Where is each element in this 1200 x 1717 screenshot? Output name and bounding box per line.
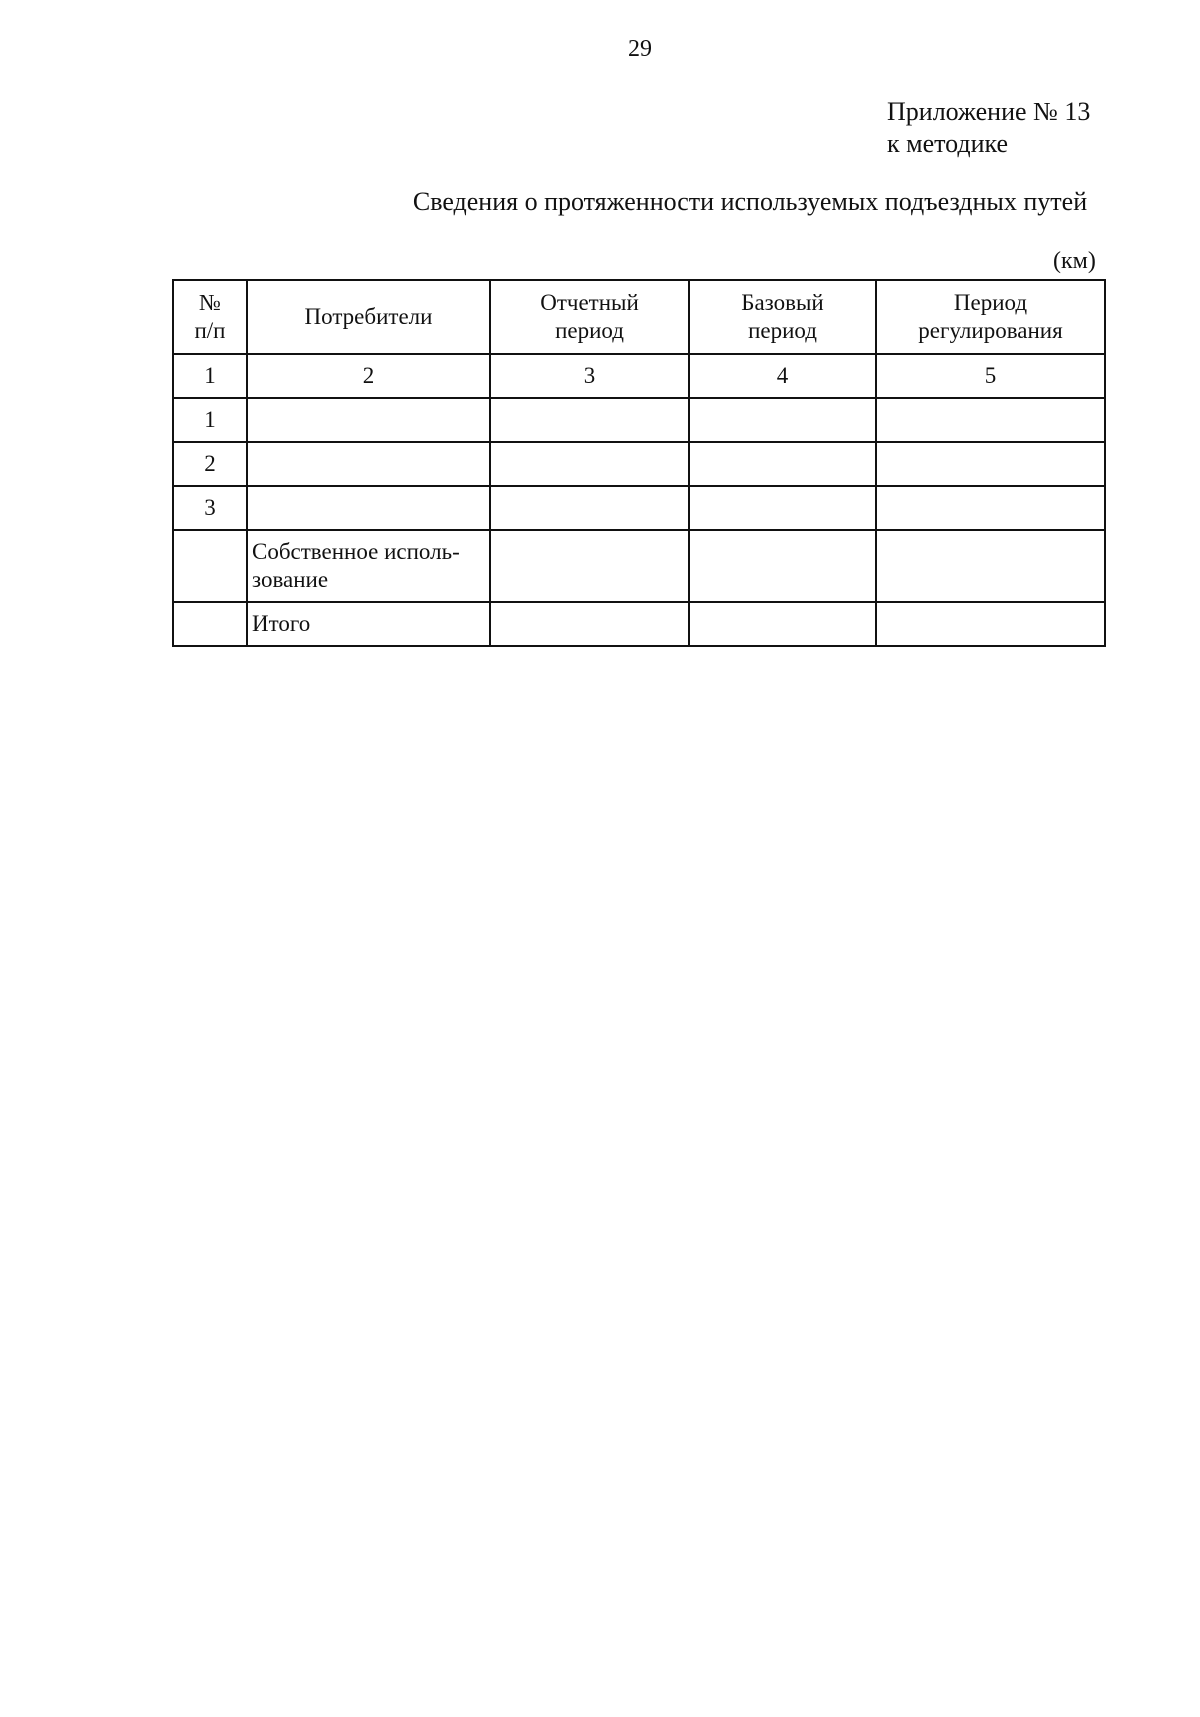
row-number [173, 530, 247, 602]
appendix-line-2: к методике [887, 129, 1009, 158]
regulation-period-cell [876, 442, 1105, 486]
document-title: Сведения о протяженности используемых подъездных путей [412, 187, 1088, 216]
column-number-4: 4 [689, 354, 876, 398]
header-consumers-text: Потребители [304, 304, 433, 329]
header-regulation-period [876, 280, 1105, 354]
header-base-line-2: период [748, 318, 817, 343]
header-number-line-1: № [199, 290, 221, 315]
header-base-period [689, 280, 876, 354]
row-label-total: Итого [247, 602, 490, 646]
own-use-line-1: Собственное исполь- [252, 539, 460, 564]
row-label [247, 398, 490, 442]
table-row-total [173, 602, 1105, 646]
appendix-reference [887, 96, 1090, 160]
regulation-period-cell [876, 486, 1105, 530]
table-row [173, 442, 1105, 486]
table-row [173, 486, 1105, 530]
header-base-line-1: Базовый [741, 290, 824, 315]
regulation-period-cell [876, 530, 1105, 602]
header-reporting-period [490, 280, 689, 354]
column-number-2: 2 [247, 354, 490, 398]
reporting-period-cell [490, 398, 689, 442]
reporting-period-cell [490, 602, 689, 646]
column-number-3: 3 [490, 354, 689, 398]
header-regulation-line-1: Период [953, 290, 1028, 315]
column-number-5: 5 [876, 354, 1105, 398]
base-period-cell [689, 530, 876, 602]
header-reporting-line-2: период [555, 318, 624, 343]
own-use-line-2: зование [252, 567, 329, 592]
base-period-cell [689, 486, 876, 530]
row-label [247, 442, 490, 486]
header-number [173, 280, 247, 354]
row-label [247, 486, 490, 530]
header-number-line-2: п/п [194, 318, 226, 343]
base-period-cell [689, 398, 876, 442]
row-number: 3 [173, 486, 247, 530]
reporting-period-cell [490, 486, 689, 530]
base-period-cell [689, 442, 876, 486]
table-row [173, 398, 1105, 442]
row-number [173, 602, 247, 646]
page-number: 29 [628, 36, 652, 62]
row-number: 1 [173, 398, 247, 442]
reporting-period-cell [490, 442, 689, 486]
column-number-row [173, 354, 1105, 398]
regulation-period-cell [876, 602, 1105, 646]
regulation-period-cell [876, 398, 1105, 442]
column-number-1: 1 [173, 354, 247, 398]
appendix-line-1: Приложение № 13 [887, 97, 1091, 126]
unit-label: (км) [1053, 248, 1096, 274]
header-regulation-line-2: регулирования [918, 318, 1063, 343]
header-reporting-line-1: Отчетный [540, 290, 639, 315]
row-number: 2 [173, 442, 247, 486]
table-row-own-use [173, 530, 1105, 602]
reporting-period-cell [490, 530, 689, 602]
header-consumers [247, 280, 490, 354]
table-header-row [173, 280, 1105, 354]
road-length-table [172, 279, 1106, 647]
row-label-own-use [247, 530, 490, 602]
base-period-cell [689, 602, 876, 646]
